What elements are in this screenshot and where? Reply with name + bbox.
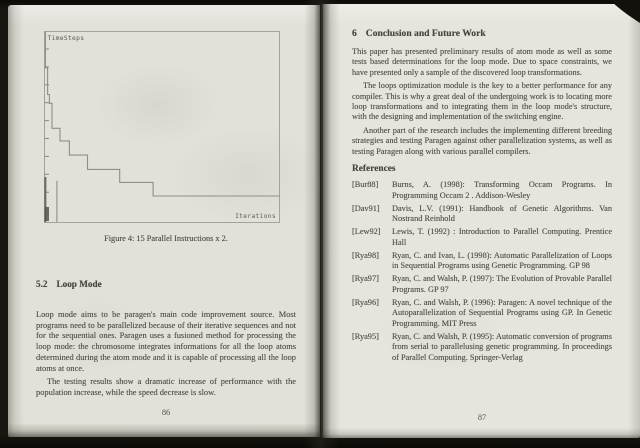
page-number: 87 bbox=[477, 413, 487, 422]
reference-label: [Bur88] bbox=[352, 180, 379, 190]
reference-item bbox=[352, 227, 612, 248]
section-number: 5.2 bbox=[36, 279, 48, 289]
right-page-text-column bbox=[352, 28, 612, 366]
section-title: Loop Mode bbox=[56, 279, 102, 289]
reference-text: Davis, L.V. (1991): Handbook of Genetic Algorithms. Van Nostrand Reinhold bbox=[392, 203, 612, 224]
reference-item bbox=[352, 204, 612, 225]
figure-4-chart bbox=[44, 31, 280, 223]
reference-text: Burns, A. (1998): Transforming Occam Programs. In Programming Occam 2 . Addison-Wesley bbox=[392, 180, 612, 200]
left-page-text-column bbox=[36, 310, 296, 399]
section-title: Conclusion and Future Work bbox=[365, 28, 486, 39]
reference-item bbox=[352, 251, 612, 272]
paragraph: Another part of the research includes the implementing different breeding strategies and testing Paragen against other parallelization systems, as well as testing Paragen along with various parallel compilers. bbox=[352, 125, 612, 156]
paragraph: The loops optimization module is the key to a better performance for any compiler. This is why a great deal of the undergoing work is to locating more loop transformations and to integrating them in the loop mode's structure, with the designing and implementation of the switching engine. bbox=[352, 81, 612, 122]
paragraph: The testing results show a dramatic increase of performance with the population increase, while the speed decrease is slow. bbox=[36, 377, 296, 397]
reference-label: [Dav91] bbox=[352, 203, 380, 213]
section-number: 6 bbox=[352, 28, 357, 39]
reference-label: [Rya98] bbox=[352, 250, 379, 260]
references-heading: References bbox=[352, 164, 396, 175]
left-page bbox=[8, 5, 320, 437]
page-number: 86 bbox=[161, 408, 171, 417]
x-axis-label: Iterations bbox=[235, 213, 276, 220]
reference-label: [Rya95] bbox=[352, 331, 379, 341]
right-page bbox=[321, 4, 640, 438]
reference-item bbox=[352, 332, 612, 364]
reference-label: [Rya96] bbox=[352, 297, 379, 307]
reference-text: Ryan, C. and Walsh, P. (1995): Automatic conversion of programs from serial to parallelusing genetic programming. In proceedings of Parallel Computing. Springer-Verlag bbox=[392, 331, 612, 362]
figure-caption: Figure 4: 15 Parallel Instructions x 2. bbox=[104, 234, 228, 243]
reference-text: Ryan, C. and Walsh, P. (1997): The Evolution of Provable Parallel Programs. GP 97 bbox=[392, 274, 612, 294]
reference-item bbox=[352, 274, 612, 295]
reference-item bbox=[352, 298, 612, 330]
reference-label: [Rya97] bbox=[352, 274, 379, 284]
y-axis-label: TimeSteps bbox=[47, 35, 85, 42]
paragraph: Loop mode aims to be paragen's main code improvement source. Most programs need to be parallelized because of their iterative sequences and not for the sequential ones. Paragen uses a fusioned method for processing the loop mode: the chromosome integrates informations for all the loop atoms determined during the atom mode and it is capable of processing all the loop atoms at once. bbox=[36, 310, 296, 373]
section-heading-loop-mode bbox=[36, 279, 296, 289]
reference-text: Ryan, C. and Walsh, P. (1996): Paragen: A novel technique of the Autoparallelization of Sequential Programs using GP. In Genetic Programming. MIT Press bbox=[392, 297, 612, 328]
reference-text: Lewis, T. (1992) : Introduction to Parallel Computing. Prentice Hall bbox=[392, 227, 612, 247]
figure-chart-svg bbox=[44, 31, 280, 223]
reference-text: Ryan, C. and Ivan, L. (1998): Automatic Parallelization of Loops in Sequential Programs using Genetic Programming. GP 98 bbox=[392, 250, 612, 271]
page-corner-notch bbox=[610, 0, 640, 24]
reference-item bbox=[352, 180, 612, 201]
paragraph: This paper has presented preliminary results of atom mode as well as some tests based determinations for the loop mode. Due to space constraints, we have presented only a sample of the discovered loop transformations. bbox=[352, 47, 612, 77]
section-heading-conclusion bbox=[352, 28, 612, 39]
reference-label: [Lew92] bbox=[352, 227, 381, 237]
